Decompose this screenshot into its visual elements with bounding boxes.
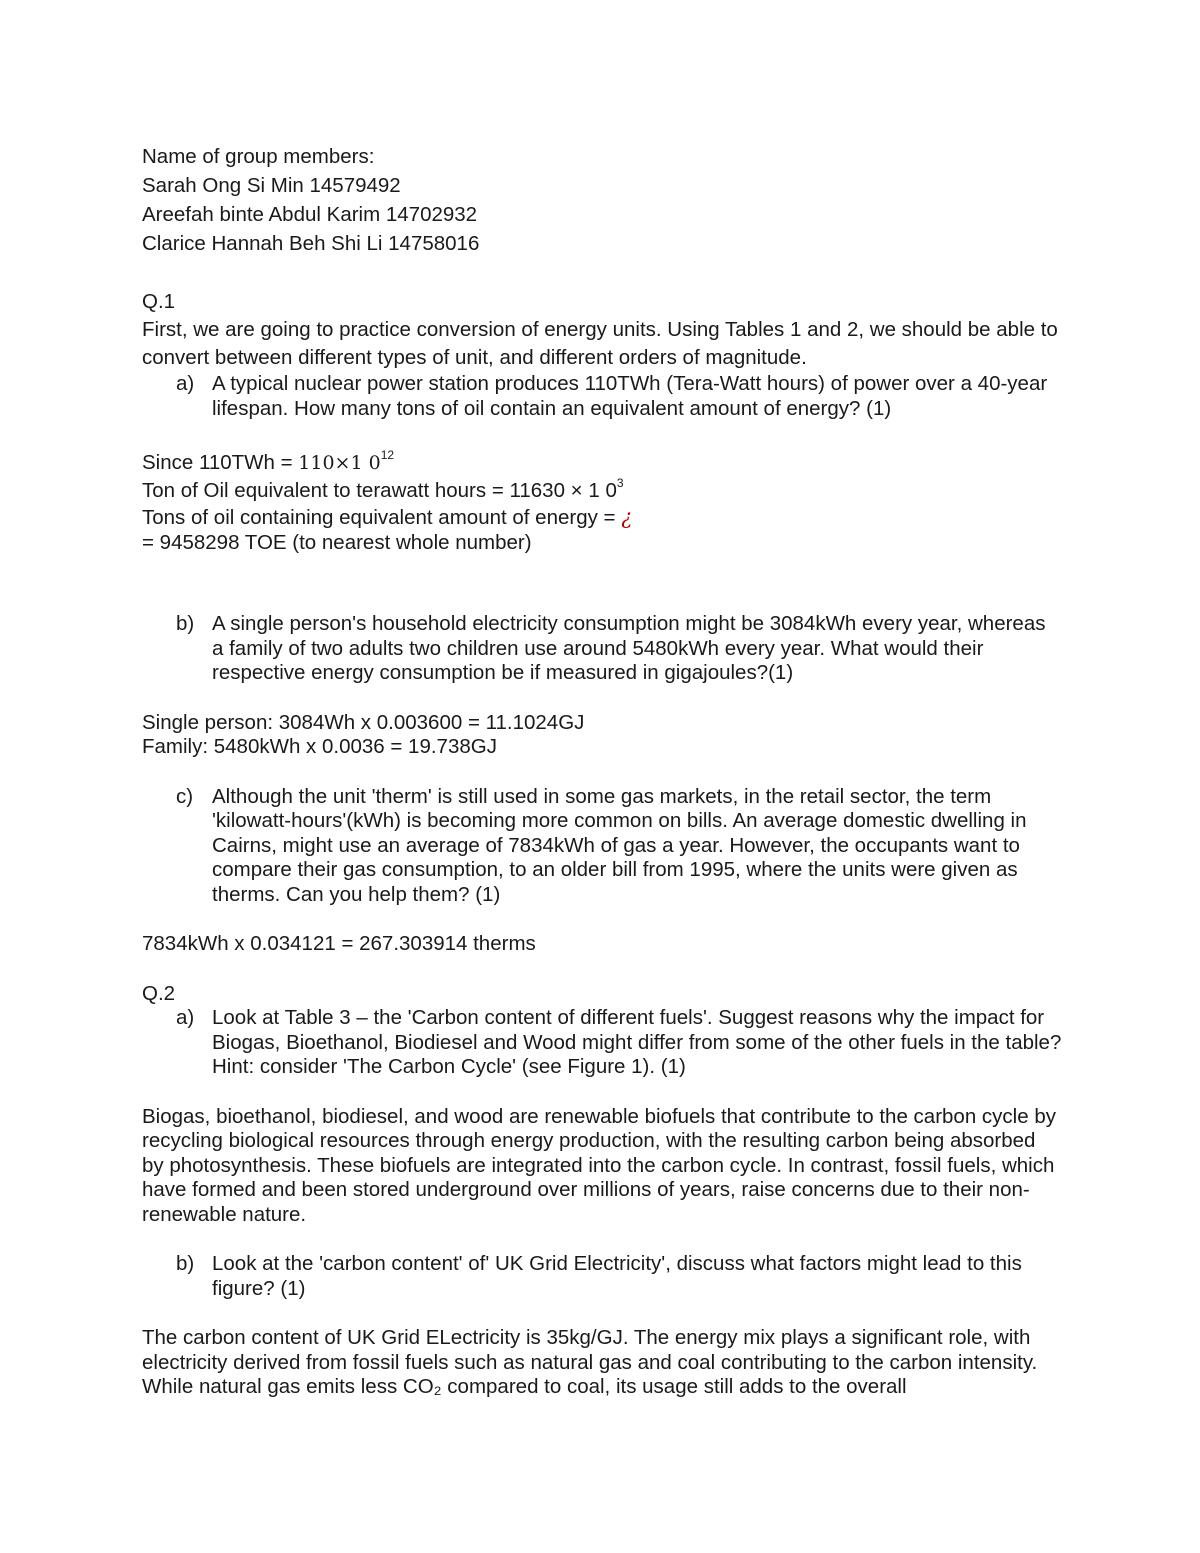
q1b-question-text: A single person's household electricity consumption might be 3084kWh every year, whereas a family of two adults two children use around 5480kWh every year. What would their respective energy consumption be if measured in gigajoules?(1): [212, 612, 1046, 684]
q1a-line1-exp: 12: [380, 448, 395, 463]
q2b-answer: The carbon content of UK Grid ELectricity is 35kg/GJ. The energy mix plays a significant role, with electricity derived from fossil fuels such as natural gas and coal contributing to the carbon intensity. While natural gas emits less CO₂ compared to coal, its usage still adds to the overall: [142, 1326, 1038, 1398]
q1a-letter: a): [176, 372, 195, 395]
member-2: Areefah binte Abdul Karim 14702932: [142, 203, 478, 226]
q1a-line3-prefix: Tons of oil containing equivalent amount of energy =: [142, 506, 622, 529]
q1a-question: [142, 372, 1062, 421]
q1a-line1-prefix: Since 110TWh =: [142, 451, 299, 474]
q1a-line2: [142, 477, 1062, 505]
q2b-letter: b): [176, 1252, 195, 1275]
group-members-label: Name of group members:: [142, 145, 375, 168]
q1a-question-text: A typical nuclear power station produces 110TWh (Tera-Watt hours) of power over a 40-year lifespan. How many tons of oil contain an equivalent amount of energy? (1): [212, 372, 1048, 420]
q1b-answer-single: Single person: 3084Wh x 0.003600 = 11.1024GJ: [142, 710, 585, 734]
q2a-question: [142, 1006, 1062, 1080]
q2a-letter: a): [176, 1006, 195, 1029]
q1b-question: [142, 612, 1062, 686]
q1a-line3: [142, 505, 1062, 531]
member-3: Clarice Hannah Beh Shi Li 14758016: [142, 232, 480, 255]
q1c-answer: 7834kWh x 0.034121 = 267.303914 therms: [142, 932, 536, 955]
q1a-line2-exp: 3: [616, 476, 624, 491]
q2-heading: Q.2: [142, 981, 176, 1005]
q1a-line1-math: 110×1 0: [298, 452, 381, 474]
document-page: [142, 142, 1062, 1400]
q2b-question: [142, 1252, 1062, 1301]
q2b-question-text: Look at the 'carbon content' of' UK Grid Electricity', discuss what factors might lead to this figure? (1): [212, 1252, 1022, 1300]
member-1: Sarah Ong Si Min 14579492: [142, 174, 401, 197]
q2a-question-text: Look at Table 3 – the 'Carbon content of different fuels'. Suggest reasons why the impact for Biogas, Bioethanol, Biodiesel and Wood might differ from some of the other fuels in the table? Hint: consider 'The Carbon Cycle' (see Figure 1). (1): [212, 1006, 1062, 1078]
q1-heading: Q.1: [142, 290, 176, 313]
q1a-line2-prefix: Ton of Oil equivalent to terawatt hours = 11630 × 1 0: [142, 479, 617, 502]
q2a-answer: Biogas, bioethanol, biodiesel, and wood are renewable biofuels that contribute to the carbon cycle by recycling biological resources through energy production, with the resulting carbon being absorbed by photosynthesis. These biofuels are integrated into the carbon cycle. In contrast, fossil fuels, which have formed and been stored underground over millions of years, raise concerns due to their non-renewable nature.: [142, 1104, 1056, 1226]
q1-intro: First, we are going to practice conversion of energy units. Using Tables 1 and 2, we should be able to convert between different types of unit, and different orders of magnitude.: [142, 318, 1058, 369]
q1b-answer-family: Family: 5480kWh x 0.0036 = 19.738GJ: [142, 735, 497, 758]
q1c-question: [142, 785, 1062, 908]
q1c-letter: c): [176, 784, 194, 808]
q1b-letter: b): [176, 612, 195, 635]
q1a-line1: [142, 449, 1062, 477]
q1a-line3-symbol: ¿: [621, 505, 633, 529]
q1c-question-text: Although the unit 'therm' is still used in some gas markets, in the retail sector, the term 'kilowatt-hours'(kWh) is becoming more common on bills. An average domestic dwelling in Cairns, might use an average of 7834kWh of gas a year. However, the occupants want to compare their gas consumption, to an older bill from 1995, where the units were given as therms. Can you help them? (1): [212, 784, 1027, 906]
q1a-line4: = 9458298 TOE (to nearest whole number): [142, 530, 532, 554]
